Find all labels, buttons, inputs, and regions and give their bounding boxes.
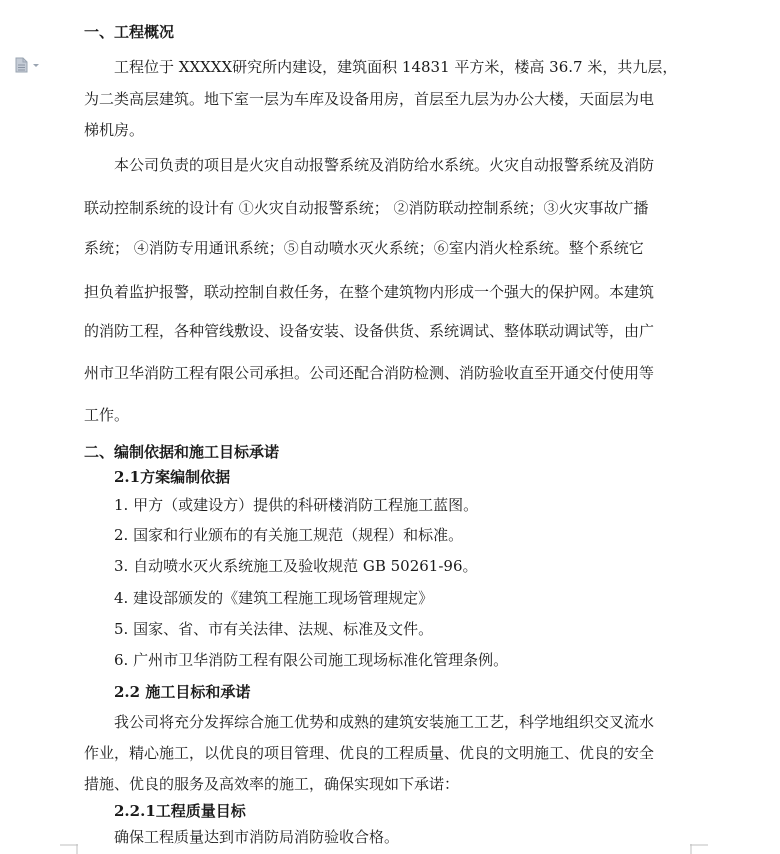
paragraph-line: 系统； ④消防专用通讯系统；⑤自动喷水灭火系统；⑥室内消火栓系统。整个系统它 — [84, 239, 644, 257]
margin-corner-mark-left — [60, 844, 78, 854]
list-item: 1. 甲方（或建设方）提供的科研楼消防工程施工蓝图。 — [114, 496, 479, 514]
paragraph-line: 的消防工程，各种管线敷设、设备安装、设备供货、系统调试、整体联动调试等，由广 — [84, 322, 655, 340]
subsection-heading: 2.1方案编制依据 — [114, 468, 231, 486]
subsection-heading: 2.2.1工程质量目标 — [114, 802, 246, 820]
paragraph-line: 担负着监护报警，联动控制自救任务，在整个建筑物内形成一个强大的保护网。本建筑 — [84, 283, 655, 301]
paragraph-line: 措施、优良的服务及高效率的施工，确保实现如下承诺： — [84, 775, 460, 793]
paragraph-line: 本公司负责的项目是火灾自动报警系统及消防给水系统。火灾自动报警系统及消防 — [114, 156, 655, 174]
list-item: 3. 自动喷水灭火系统施工及验收规范 GB 50261-96。 — [114, 557, 478, 575]
paragraph-line: 工作。 — [84, 406, 130, 424]
paragraph-line: 我公司将充分发挥综合施工优势和成熟的建筑安装施工工艺，科学地组织交叉流水 — [114, 713, 655, 731]
paragraph-line — [114, 57, 770, 77]
paragraph-line: 梯机房。 — [84, 121, 145, 139]
section-heading-2: 二、编制依据和施工目标承诺 — [84, 443, 280, 461]
paragraph-line: 联动控制系统的设计有 ①火灾自动报警系统； ②消防联动控制系统；③火灾事故广播 — [84, 199, 649, 217]
document-icon — [14, 57, 42, 73]
chevron-down-icon — [33, 64, 39, 67]
document-options-button[interactable] — [14, 57, 42, 73]
list-item: 5. 国家、省、市有关法律、法规、标准及文件。 — [114, 620, 434, 638]
paragraph-line: 州市卫华消防工程有限公司承担。公司还配合消防检测、消防验收直至开通交付使用等 — [84, 364, 655, 382]
subsection-heading: 2.2 施工目标和承诺 — [114, 683, 251, 701]
paragraph-text: 工程位于 XXXXX研究所内建设，建筑面积 14831 平方米，楼高 36.7 米，共九层， — [114, 58, 678, 76]
margin-corner-mark-right — [690, 844, 708, 854]
paragraph-line: 确保工程质量达到市消防局消防验收合格。 — [114, 828, 400, 846]
list-item: 6. 广州市卫华消防工程有限公司施工现场标准化管理条例。 — [114, 651, 509, 669]
list-item: 2. 国家和行业颁布的有关施工规范（规程）和标准。 — [114, 526, 464, 544]
list-item: 4. 建设部颁发的《建筑工程施工现场管理规定》 — [114, 589, 434, 607]
paragraph-line: 为二类高层建筑。地下室一层为车库及设备用房，首层至九层为办公大楼，天面层为电 — [84, 90, 655, 108]
section-heading-1: 一、工程概况 — [84, 23, 175, 41]
paragraph-line: 作业，精心施工，以优良的项目管理、优良的工程质量、优良的文明施工、优良的安全 — [84, 744, 655, 762]
